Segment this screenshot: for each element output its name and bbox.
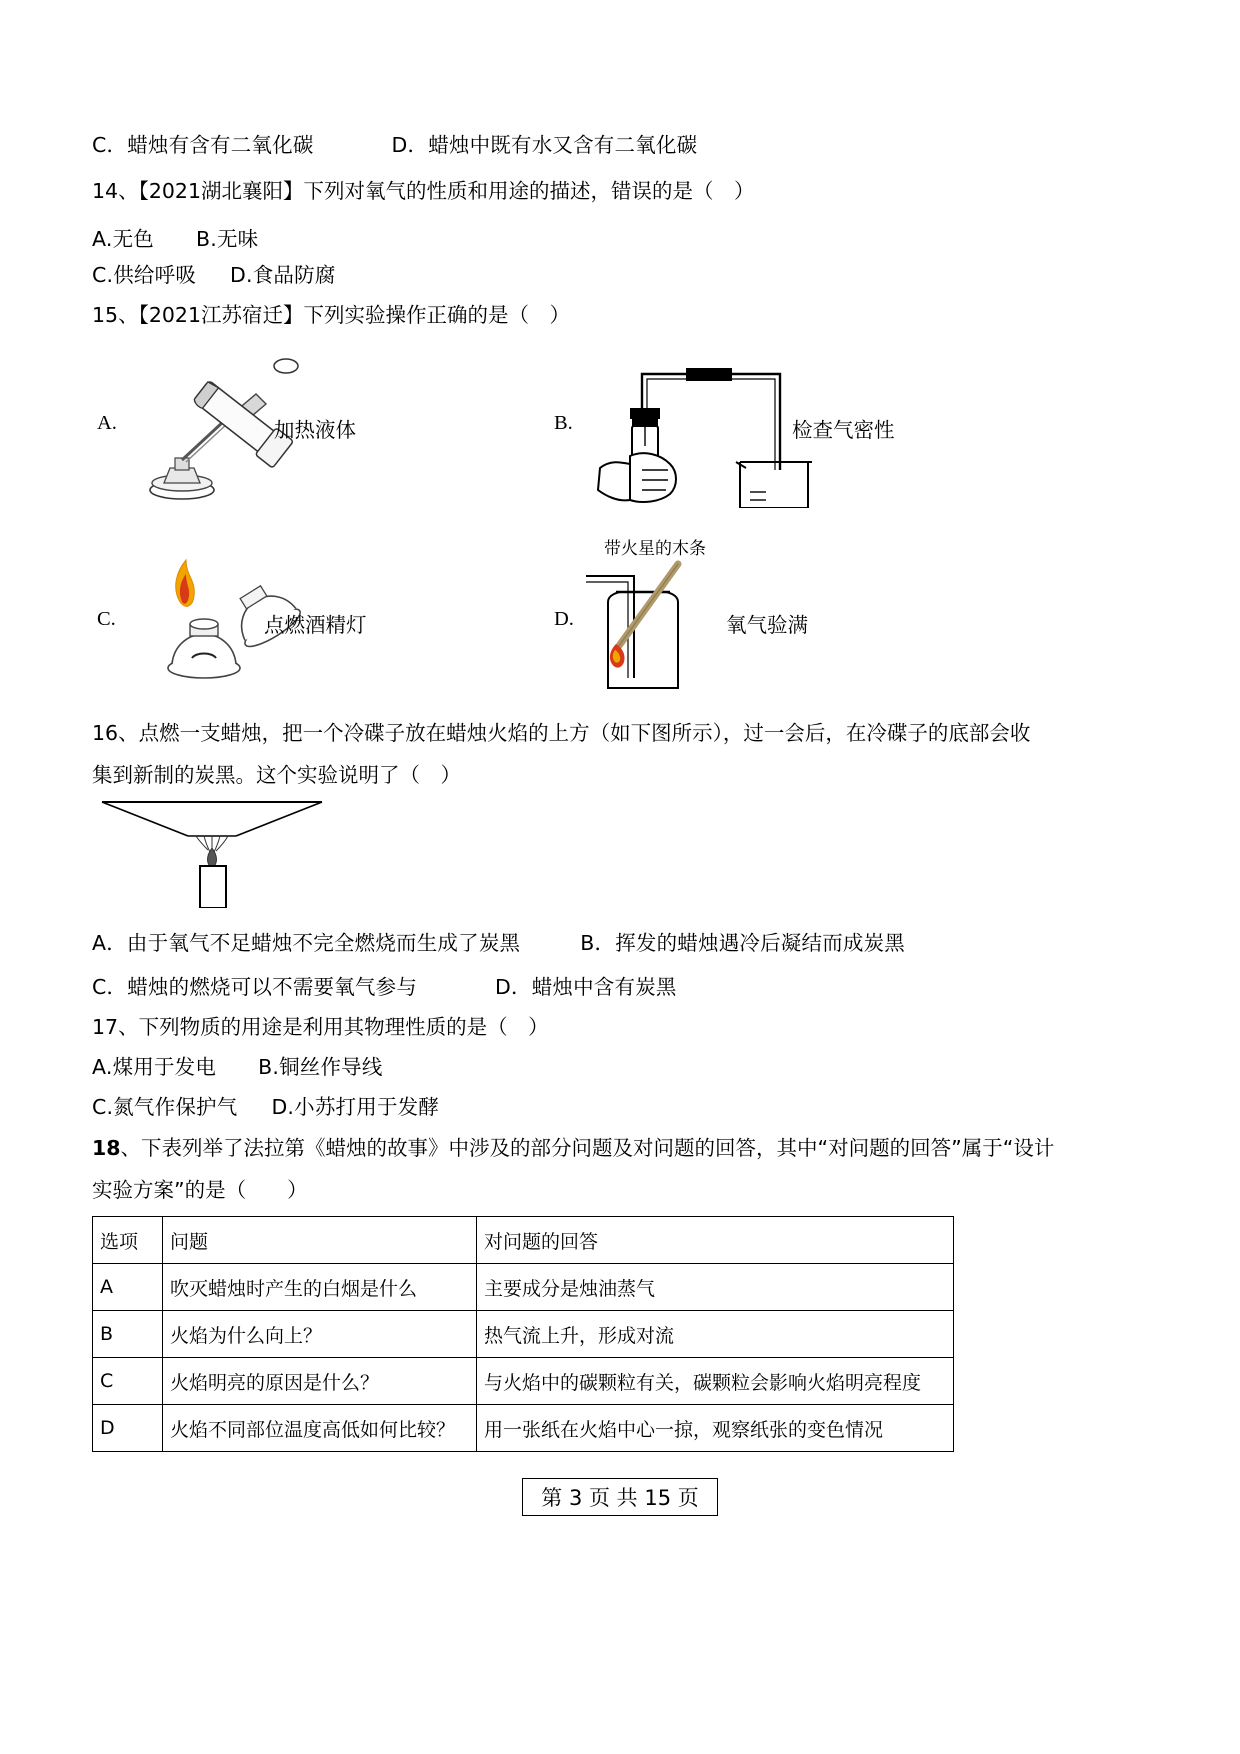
airtightness-check-icon [590,350,820,508]
row-d-question: 火焰不同部位温度高低如何比较？ [163,1405,477,1452]
question-14-stem [92,176,1152,206]
q15-option-b-caption: 检查气密性 [792,418,895,442]
table-header-answer: 对问题的回答 [477,1217,954,1264]
q17-option-b: B.铜丝作导线 [258,1055,383,1079]
q15-figure-row-2 [92,530,1152,690]
q14-option-a: A.无色 [92,227,154,251]
row-c-answer: 与火焰中的碳颗粒有关，碳颗粒会影响火焰明亮程度 [477,1358,954,1405]
candle-with-cold-dish-icon [100,798,330,908]
page-footer [0,1478,1240,1516]
question-17-stem [92,1012,1152,1042]
q17-option-c: C.氮气作保护气 [92,1095,238,1119]
q18-number: 18 [92,1136,121,1160]
row-c-question: 火焰明亮的原因是什么？ [163,1358,477,1405]
row-b-question: 火焰为什么向上？ [163,1311,477,1358]
question-18-stem-line-1 [92,1133,1152,1163]
question-15-stem [92,300,1152,330]
q15-option-d-annotation: 带火星的木条 [604,539,706,559]
q15-option-a-caption: 加热液体 [274,418,356,442]
q16-option-d: D．蜡烛中含有炭黑 [495,975,677,999]
row-b-answer: 热气流上升，形成对流 [477,1311,954,1358]
question-16-stem-line-1 [92,718,1152,748]
q15-stem-text: 15、【2021江苏宿迁】下列实验操作正确的是（ ） [92,303,571,327]
question-14-options-row-2 [92,260,1152,290]
q15-option-b-label: B. [554,412,573,434]
q14-stem-text: 14、【2021湖北襄阳】下列对氧气的性质和用途的描述，错误的是（ ） [92,179,755,203]
question-17-options-row-2 [92,1092,1152,1122]
question-16-options-row-2 [92,972,1152,1002]
q14-option-b: B.无味 [195,227,259,251]
q14-option-c: C.供给呼吸 [92,263,197,287]
q14-option-d: D.食品防腐 [230,263,336,287]
question-14-options-row-1 [92,224,1152,254]
q15-option-d-caption: 氧气验满 [726,613,808,637]
q17-stem-text: 17、下列物质的用途是利用其物理性质的是（ ） [92,1015,549,1039]
q17-option-d: D.小苏打用于发酵 [271,1095,440,1119]
q18-stem-text-2: 实验方案”的是（ ） [92,1178,308,1202]
table-header-option: 选项 [93,1217,163,1264]
q18-stem-text-1: 、下表列举了法拉第《蜡烛的故事》中涉及的部分问题及对问题的回答，其中“对问题的回答”属于“设计 [120,1136,1055,1160]
row-a-option: A [93,1264,163,1311]
q15-option-c-label: C. [97,608,116,630]
row-b-option: B [93,1311,163,1358]
q16-option-c: C．蜡烛的燃烧可以不需要氧气参与 [92,975,418,999]
row-d-answer: 用一张纸在火焰中心一掠，观察纸张的变色情况 [477,1405,954,1452]
question-16-stem-line-2 [92,760,1152,790]
q16-stem-text-2: 集到新制的炭黑。这个实验说明了（ ） [92,763,461,787]
row-c-option: C [93,1358,163,1405]
table-row [93,1264,954,1311]
q13-option-c: C．蜡烛有含有二氧化碳 [92,133,314,157]
table-row [93,1311,954,1358]
q15-figure-row-1 [92,350,1152,510]
q15-option-c-caption: 点燃酒精灯 [264,613,367,637]
question-13-options-row [92,130,1152,160]
table-row [93,1358,954,1405]
q16-option-a: A．由于氧气不足蜡烛不完全燃烧而生成了炭黑 [92,931,521,955]
q15-option-a-label: A. [97,412,117,434]
table-row [93,1405,954,1452]
q17-option-a: A.煤用于发电 [92,1055,217,1079]
question-18-stem-line-2 [92,1175,1152,1205]
q16-stem-text-1: 16、点燃一支蜡烛，把一个冷碟子放在蜡烛火焰的上方（如下图所示），过一会后，在冷碟子的底部会收 [92,721,1031,745]
row-d-option: D [93,1405,163,1452]
row-a-question: 吹灭蜡烛时产生的白烟是什么 [163,1264,477,1311]
oxygen-fullness-test-icon [586,558,736,690]
table-header-question: 问题 [163,1217,477,1264]
q18-table [92,1216,954,1452]
question-17-options-row-1 [92,1052,1152,1082]
q13-option-d: D．蜡烛中既有水又含有二氧化碳 [391,133,698,157]
q15-option-d-label: D. [554,608,574,630]
question-16-options-row-1 [92,928,1152,958]
row-a-answer: 主要成分是烛油蒸气 [477,1264,954,1311]
table-header-row [93,1217,954,1264]
page-number-text: 第 3 页 共 15 页 [522,1478,717,1516]
q16-option-b: B．挥发的蜡烛遇冷后凝结而成炭黑 [580,931,905,955]
